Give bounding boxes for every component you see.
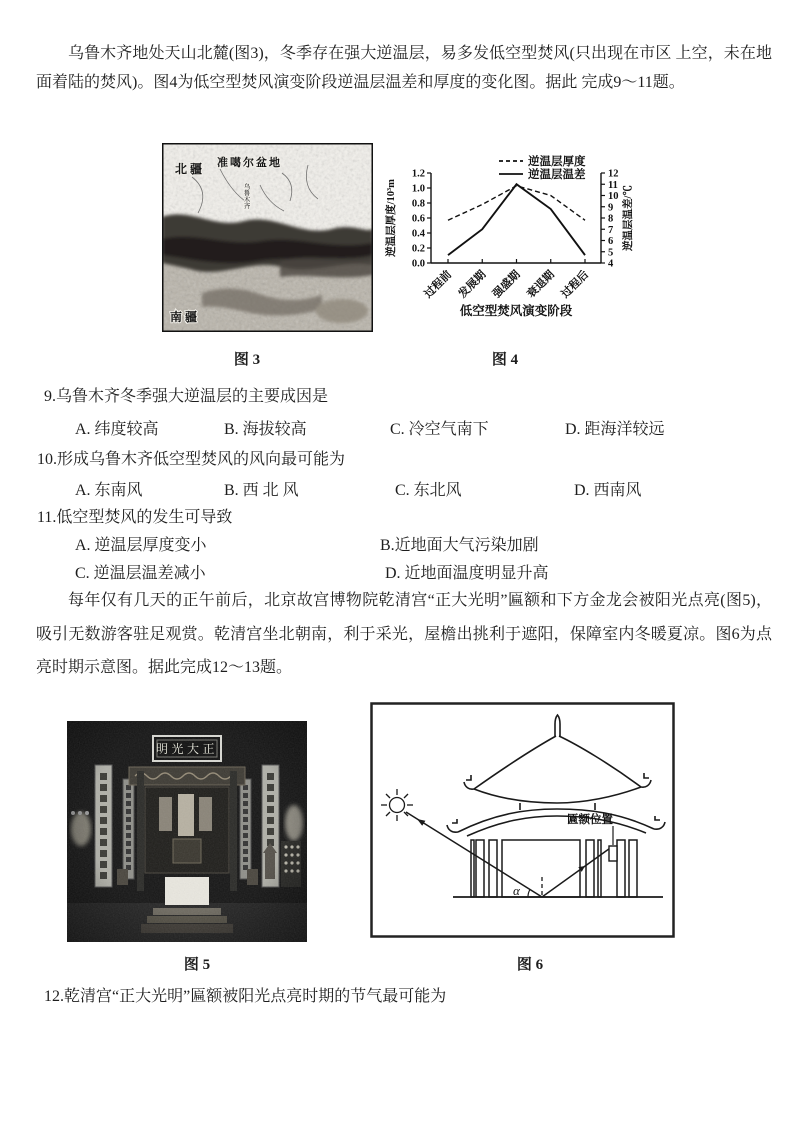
figure4-caption: 图 4 [491, 352, 519, 368]
question-10-stem: 10.形成乌鲁木齐低空型焚风的风向最可能为 [37, 451, 346, 468]
figure5-caption: 图 5 [183, 957, 211, 973]
q9-option-b: B. 海拔较高 [224, 421, 307, 438]
figure3-caption: 图 3 [233, 352, 261, 368]
svg-text:11: 11 [608, 179, 618, 191]
svg-text:0.4: 0.4 [411, 228, 425, 240]
svg-text:低空型焚风演变阶段: 低空型焚风演变阶段 [459, 304, 573, 318]
svg-text:0.6: 0.6 [411, 213, 425, 225]
intro-paragraph-1: 乌鲁木齐地处天山北麓(图3)，冬季存在强大逆温层，易多发低空型焚风(只出现在市区 上空，未在地面着陆的焚风)。图4为低空型焚风演变阶段逆温层温差和厚度的变化图。据此 完成9～11题。 [36, 45, 772, 91]
figure5-palace-photo [67, 721, 307, 942]
intro-paragraph-2: 每年仅有几天的正午前后，北京故宫博物院乾清宫“正大光明”匾额和下方金龙会被阳光点亮(图5)，吸引无数游客驻足观赏。乾清宫坐北朝南，利于采光，屋檐出挑利于遮阳，保障室内冬暖夏凉。图6为点亮时期示意图。据此完成12～13题。 [36, 592, 772, 676]
svg-text:发展期: 发展期 [456, 268, 489, 301]
svg-text:7: 7 [608, 224, 614, 236]
map-label-north-xinjiang: 北 疆 [175, 162, 203, 176]
svg-text:12: 12 [608, 168, 619, 180]
svg-text:逆温层温差: 逆温层温差 [528, 169, 586, 181]
question-12-stem: 12.乾清宫“正大光明”匾额被阳光点亮时期的节气最可能为 [44, 988, 447, 1005]
q11-option-b: B.近地面大气污染加剧 [380, 537, 539, 554]
question-11-stem: 11.低空型焚风的发生可导致 [37, 509, 233, 526]
svg-text:衰退期: 衰退期 [525, 268, 557, 301]
q9-option-c: C. 冷空气南下 [390, 421, 489, 438]
map-label-south-xinjiang: 南 疆 [170, 310, 198, 324]
svg-text:4: 4 [608, 258, 614, 270]
q11-option-a: A. 逆温层厚度变小 [75, 537, 207, 554]
svg-text:9: 9 [608, 202, 614, 214]
angle-alpha-label: α [513, 883, 520, 898]
q10-option-c: C. 东北风 [395, 482, 462, 499]
svg-text:5: 5 [608, 247, 614, 259]
figure6-caption: 图 6 [516, 957, 544, 973]
figure4-line-chart [383, 151, 695, 329]
svg-text:1.0: 1.0 [411, 183, 425, 195]
map-label-junggar-basin: 准噶尔盆地 [217, 157, 282, 169]
plaque-position-label: 匾额位置 [567, 814, 613, 826]
figure6-sunlight-diagram [370, 702, 675, 938]
svg-text:逆温层厚度: 逆温层厚度 [528, 156, 586, 168]
q11-option-c: C. 逆温层温差减小 [75, 565, 206, 582]
svg-text:过程前: 过程前 [422, 268, 455, 301]
svg-text:8: 8 [608, 213, 614, 225]
svg-text:逆温层厚度/10³m: 逆温层厚度/10³m [386, 179, 397, 257]
map-label-urumqi: 乌鲁木齐 [242, 183, 250, 209]
svg-text:0.0: 0.0 [411, 258, 425, 270]
svg-text:0.2: 0.2 [411, 243, 425, 255]
q11-option-d: D. 近地面温度明显升高 [385, 565, 549, 582]
svg-text:0.8: 0.8 [411, 198, 425, 210]
plaque-mark [609, 846, 617, 861]
svg-text:10: 10 [608, 191, 619, 202]
svg-text:过程后: 过程后 [559, 268, 592, 301]
question-9-stem: 9.乌鲁木齐冬季强大逆温层的主要成因是 [44, 388, 329, 405]
svg-text:逆温层温差/℃: 逆温层温差/℃ [623, 185, 634, 251]
q10-option-a: A. 东南风 [75, 482, 143, 499]
svg-text:1.2: 1.2 [411, 168, 425, 180]
figure3-terrain-map [162, 143, 373, 332]
q9-option-d: D. 距海洋较远 [565, 421, 665, 438]
svg-text:6: 6 [608, 236, 614, 247]
q9-option-a: A. 纬度较高 [75, 421, 159, 438]
q10-option-b: B. 西 北 风 [224, 482, 299, 499]
q10-option-d: D. 西南风 [574, 482, 642, 499]
svg-text:强盛期: 强盛期 [490, 268, 523, 301]
diagram-border [372, 704, 674, 937]
